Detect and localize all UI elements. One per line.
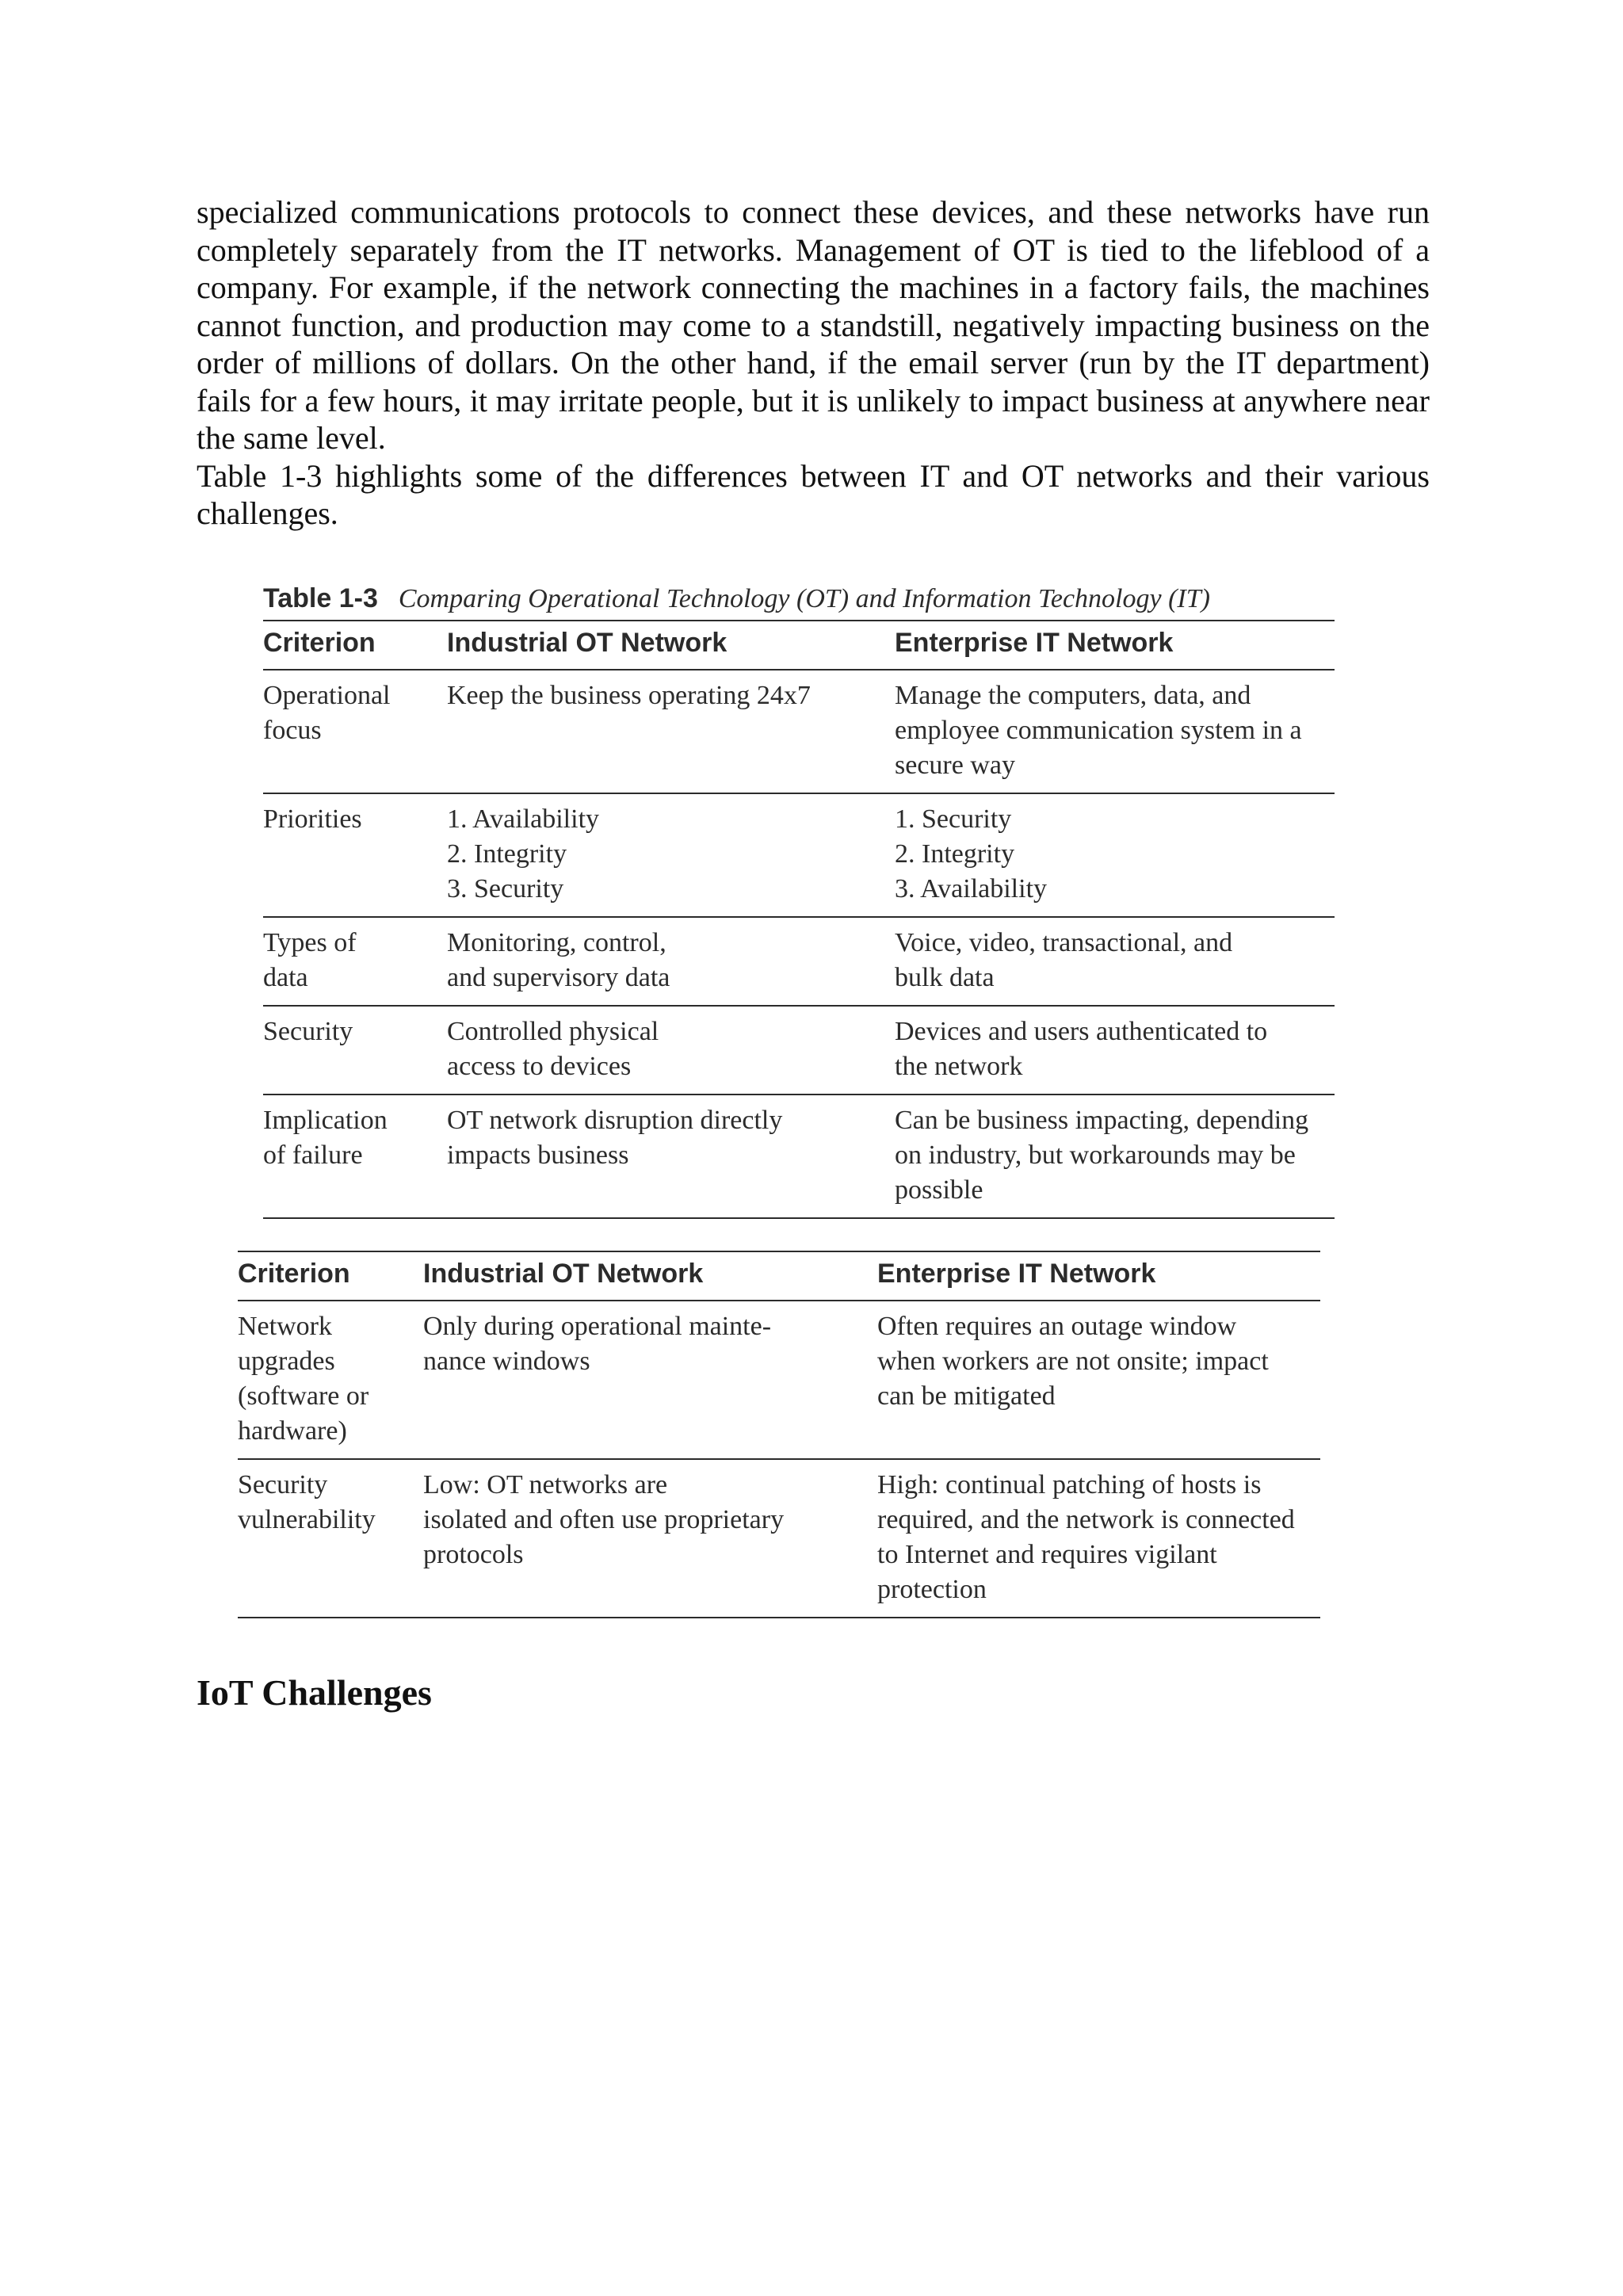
it-network-cell	[895, 1095, 1335, 1218]
header-criterion: Criterion	[263, 621, 447, 670]
criterion-cell	[263, 1095, 447, 1218]
table-header-row	[263, 621, 1335, 670]
cell-line: 2. Integrity	[895, 839, 1015, 869]
cell-line: 2. Integrity	[447, 839, 567, 869]
cell-line: of failure	[263, 1140, 363, 1170]
cell-line: Types of	[263, 928, 357, 957]
header-it-network: Enterprise IT Network	[895, 621, 1335, 670]
ot-network-cell	[423, 1459, 877, 1618]
it-network-cell	[877, 1301, 1320, 1459]
section-heading: IoT Challenges	[197, 1672, 432, 1713]
cell-line: Security	[263, 1017, 353, 1046]
table-caption	[263, 581, 1335, 620]
it-network-cell	[895, 917, 1335, 1006]
cell-line: Manage the computers, data, and	[895, 681, 1251, 710]
cell-line: Network	[238, 1312, 332, 1341]
table-row	[263, 917, 1335, 1006]
table-1-grid	[263, 620, 1335, 1219]
ot-network-cell	[447, 793, 895, 917]
table-row	[238, 1301, 1320, 1459]
header-criterion: Criterion	[238, 1251, 423, 1301]
comparison-table-1	[263, 581, 1335, 1219]
cell-line: and supervisory data	[447, 963, 670, 992]
cell-line: Can be business impacting, depending	[895, 1106, 1309, 1135]
cell-line: 1. Availability	[447, 804, 600, 834]
criterion-cell	[263, 917, 447, 1006]
cell-line: isolated and often use proprietary	[423, 1505, 785, 1534]
ot-network-cell	[447, 1006, 895, 1095]
criterion-cell	[238, 1301, 423, 1459]
ot-network-cell	[423, 1301, 877, 1459]
cell-line: Often requires an outage window	[877, 1312, 1237, 1341]
header-it-network: Enterprise IT Network	[877, 1251, 1320, 1301]
criterion-cell	[238, 1459, 423, 1618]
table-2-body	[238, 1301, 1320, 1618]
ot-network-cell	[447, 670, 895, 793]
body-text	[197, 193, 1430, 533]
cell-line: vulnerability	[238, 1505, 376, 1534]
criterion-cell	[263, 793, 447, 917]
table-header-row	[238, 1251, 1320, 1301]
ot-network-cell	[447, 1095, 895, 1218]
cell-line: Low: OT networks are	[423, 1470, 668, 1499]
header-ot-network: Industrial OT Network	[447, 621, 895, 670]
cell-line: Priorities	[263, 804, 362, 834]
paragraph-ot-management: specialized communications protocols to connect these devices, and these networks have run completely separately from the IT networks. Management of OT is tied to the lifeblood of a company. For example, if the network connecting the machines in a factory fails, the machines cannot function, and production may come to a standstill, negatively impacting business on the order of millions of dollars. On the other hand, if the email server (run by the IT department) fails for a few hours, it may irritate people, but it is unlikely to impact business at anywhere near the same level.	[197, 194, 1430, 456]
cell-line: upgrades	[238, 1347, 335, 1376]
table-row	[263, 1095, 1335, 1218]
cell-line: Security	[238, 1470, 328, 1499]
cell-line: the network	[895, 1052, 1023, 1081]
it-network-cell	[895, 793, 1335, 917]
table-caption-label: Table 1-3	[263, 583, 378, 613]
it-network-cell	[895, 1006, 1335, 1095]
cell-line: data	[263, 963, 308, 992]
table-2-grid	[238, 1251, 1320, 1618]
cell-line: protocols	[423, 1540, 524, 1569]
cell-line: Voice, video, transactional, and	[895, 928, 1233, 957]
header-ot-network: Industrial OT Network	[423, 1251, 877, 1301]
cell-line: required, and the network is connected	[877, 1505, 1295, 1534]
cell-line: can be mitigated	[877, 1381, 1056, 1411]
cell-line: secure way	[895, 751, 1015, 780]
cell-line: access to devices	[447, 1052, 632, 1081]
cell-line: on industry, but workarounds may be	[895, 1140, 1296, 1170]
cell-line: impacts business	[447, 1140, 629, 1170]
cell-line: (software or	[238, 1381, 369, 1411]
cell-line: Keep the business operating 24x7	[447, 681, 811, 710]
it-network-cell	[877, 1459, 1320, 1618]
cell-line: 1. Security	[895, 804, 1012, 834]
cell-line: to Internet and requires vigilant	[877, 1540, 1217, 1569]
cell-line: 3. Availability	[895, 874, 1048, 904]
table-row	[263, 1006, 1335, 1095]
ot-network-cell	[447, 917, 895, 1006]
cell-line: Operational	[263, 681, 391, 710]
table-caption-title: Comparing Operational Technology (OT) and Information Technology (IT)	[398, 584, 1210, 613]
table-row	[263, 670, 1335, 793]
cell-line: Devices and users authenticated to	[895, 1017, 1268, 1046]
comparison-table-2	[238, 1251, 1320, 1618]
cell-line: 3. Security	[447, 874, 564, 904]
table-1-body	[263, 670, 1335, 1218]
cell-line: hardware)	[238, 1416, 347, 1446]
cell-line: Controlled physical	[447, 1017, 659, 1046]
cell-line: Monitoring, control,	[447, 928, 666, 957]
cell-line: nance windows	[423, 1347, 590, 1376]
it-network-cell	[895, 670, 1335, 793]
cell-line: OT network disruption directly	[447, 1106, 783, 1135]
paragraph-table-intro: Table 1-3 highlights some of the differences between IT and OT networks and their various challenges.	[197, 457, 1430, 531]
criterion-cell	[263, 1006, 447, 1095]
cell-line: focus	[263, 716, 322, 745]
cell-line: possible	[895, 1175, 983, 1205]
cell-line: when workers are not onsite; impact	[877, 1347, 1269, 1376]
cell-line: High: continual patching of hosts is	[877, 1470, 1262, 1499]
cell-line: employee communication system in a	[895, 716, 1302, 745]
cell-line: Only during operational mainte-	[423, 1312, 772, 1341]
criterion-cell	[263, 670, 447, 793]
table-row	[238, 1459, 1320, 1618]
cell-line: Implication	[263, 1106, 388, 1135]
cell-line: bulk data	[895, 963, 995, 992]
table-row	[263, 793, 1335, 917]
cell-line: protection	[877, 1575, 987, 1604]
